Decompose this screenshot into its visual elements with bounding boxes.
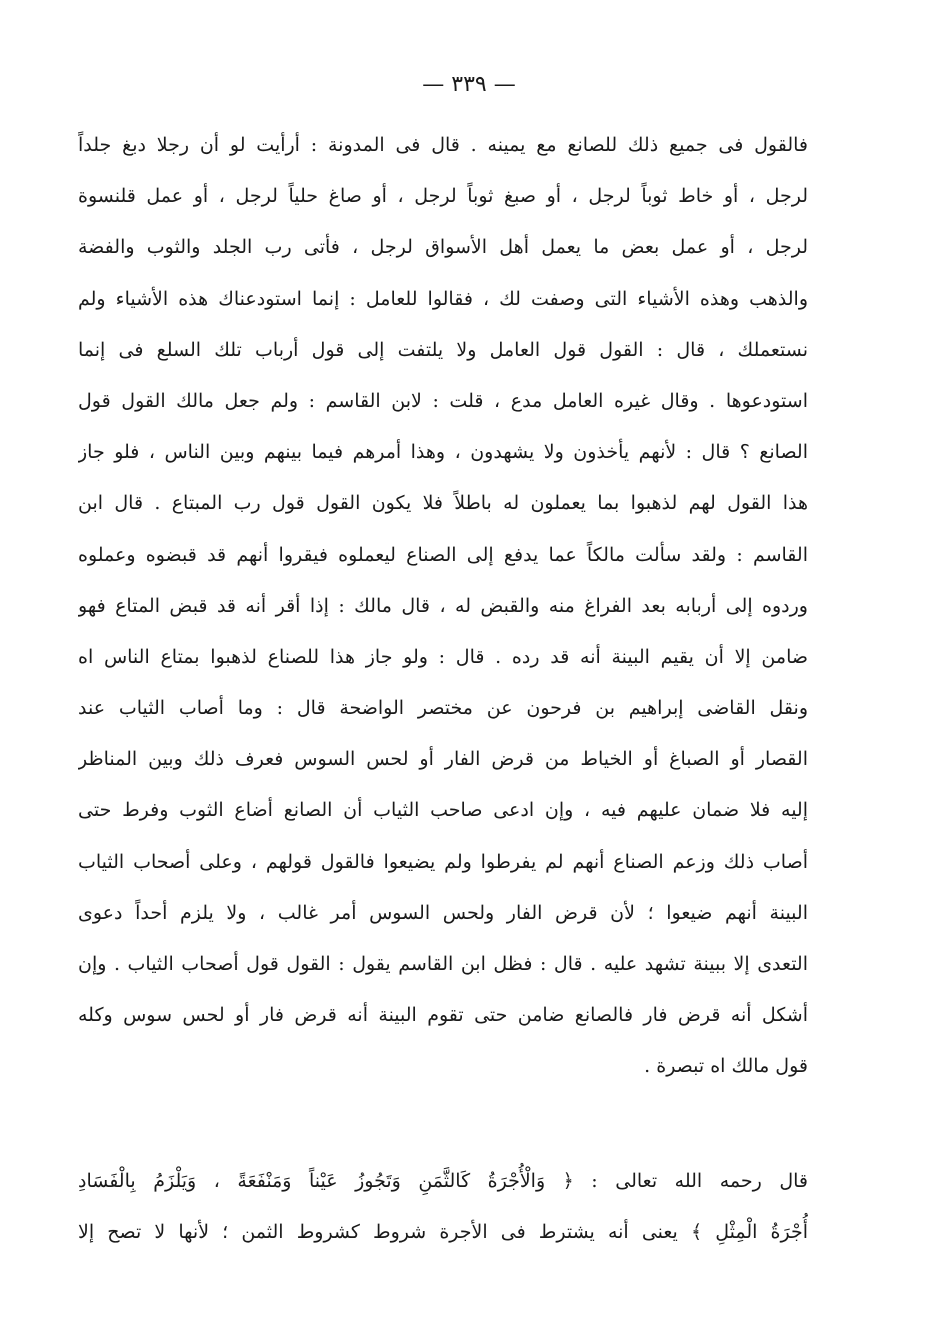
text-line: القصار أو الصباغ أو الخياط من قرض الفار أو لحس السوس فعرف ذلك وبين المناظر [78,748,808,771]
text-line: قول مالك اه تبصرة . [644,1055,808,1078]
text-line: أُجْرَةُ الْمِثْلِ ﴾ يعنى أنه يشترط فى الأجرة شروط كشروط الثمن ؛ لأنها لا تصح إلا [78,1221,808,1244]
text-line: التعدى إلا ببينة تشهد عليه . قال : فظل ابن القاسم يقول : القول قول أصحاب الثياب . وإن [78,953,808,975]
text-line: وردوه إلى أربابه بعد الفراغ منه والقبض له ، قال مالك : إذا أقر أنه قد قبض المتاع فهو [78,594,808,617]
text-line: فالقول فى جميع ذلك للصانع مع يمينه . قال فى المدونة : أرأيت لو أن رجلا دبغ جلداً [78,134,808,156]
page-number: — ٣٣٩ — [422,72,516,97]
text-line: البينة أنهم ضيعوا ؛ لأن قرض الفار ولحس السوس أمر غالب ، ولا يلزم أحداً دعوى [78,901,808,924]
text-line: لرجل ، أو عمل بعض ما يعمل أهل الأسواق لرجل ، فأتى رب الجلد والثوب والفضة [78,236,808,259]
text-line: هذا القول لهم لذهبوا بما يعملون له باطلاً فلا يكون القول قول رب المبتاع . قال ابن [78,492,808,515]
text-line: ضامن إلا أن يقيم البينة أنه قد رده . قال : ولو جاز هذا للصناع لذهبوا بمتاع الناس اه [78,645,808,668]
text-line: نستعملك ، قال : القول قول العامل ولا يلتفت إلى قول أرباب تلك السلع فى إنما [78,338,808,361]
text-line: لرجل ، أو خاط ثوباً لرجل ، أو صبغ ثوباً لرجل ، أو صاغ حلياً لرجل ، أو عمل قلنسوة [78,185,808,208]
text-line: قال رحمه الله تعالى : ﴿ وَالْأُجْرَةُ كَالثَّمَنِ وَتَجُوزُ عَيْناً وَمَنْفَعَةً ، وَيَلْزَمُ بِالْفَسَادِ [78,1170,808,1192]
second-paragraph [78,1156,808,1258]
text-line: والذهب وهذه الأشياء التى وصفت لك ، فقالوا للعامل : إنما استودعناك هذه الأشياء ولم [78,287,808,310]
text-line: القاسم : ولقد سألت مالكاً عما يدفع إلى الصناع ليعملوه فيقروا أنهم قد قبضوه وعملوه [78,543,808,566]
text-line: أشكل أنه قرض فار فالصانع ضامن حتى تقوم البينة أنه قرض فار أو لحس سوس وكله [78,1004,808,1027]
text-line: استودعوها . وقال غيره العامل مدع ، قلت : لابن القاسم : ولم جعل مالك القول قول [78,389,808,412]
text-line: أصاب ذلك وزعم الصناع أنهم لم يفرطوا ولم يضيعوا فالقول قولهم ، وعلى أصحاب الثياب [78,850,808,873]
main-paragraph [78,120,808,1093]
text-line: إليه فلا ضمان عليهم فيه ، وإن ادعى صاحب الثياب أن الصانع أضاع الثوب وفرط حتى [78,799,808,822]
text-line: ونقل القاضى إبراهيم بن فرحون عن مختصر الواضحة قال : وما أصاب الثياب عند [78,697,808,720]
text-line: الصانع ؟ قال : لأنهم يأخذون ولا يشهدون ، وهذا أمرهم فيما بينهم وبين الناس ، فلو جاز [78,441,808,464]
